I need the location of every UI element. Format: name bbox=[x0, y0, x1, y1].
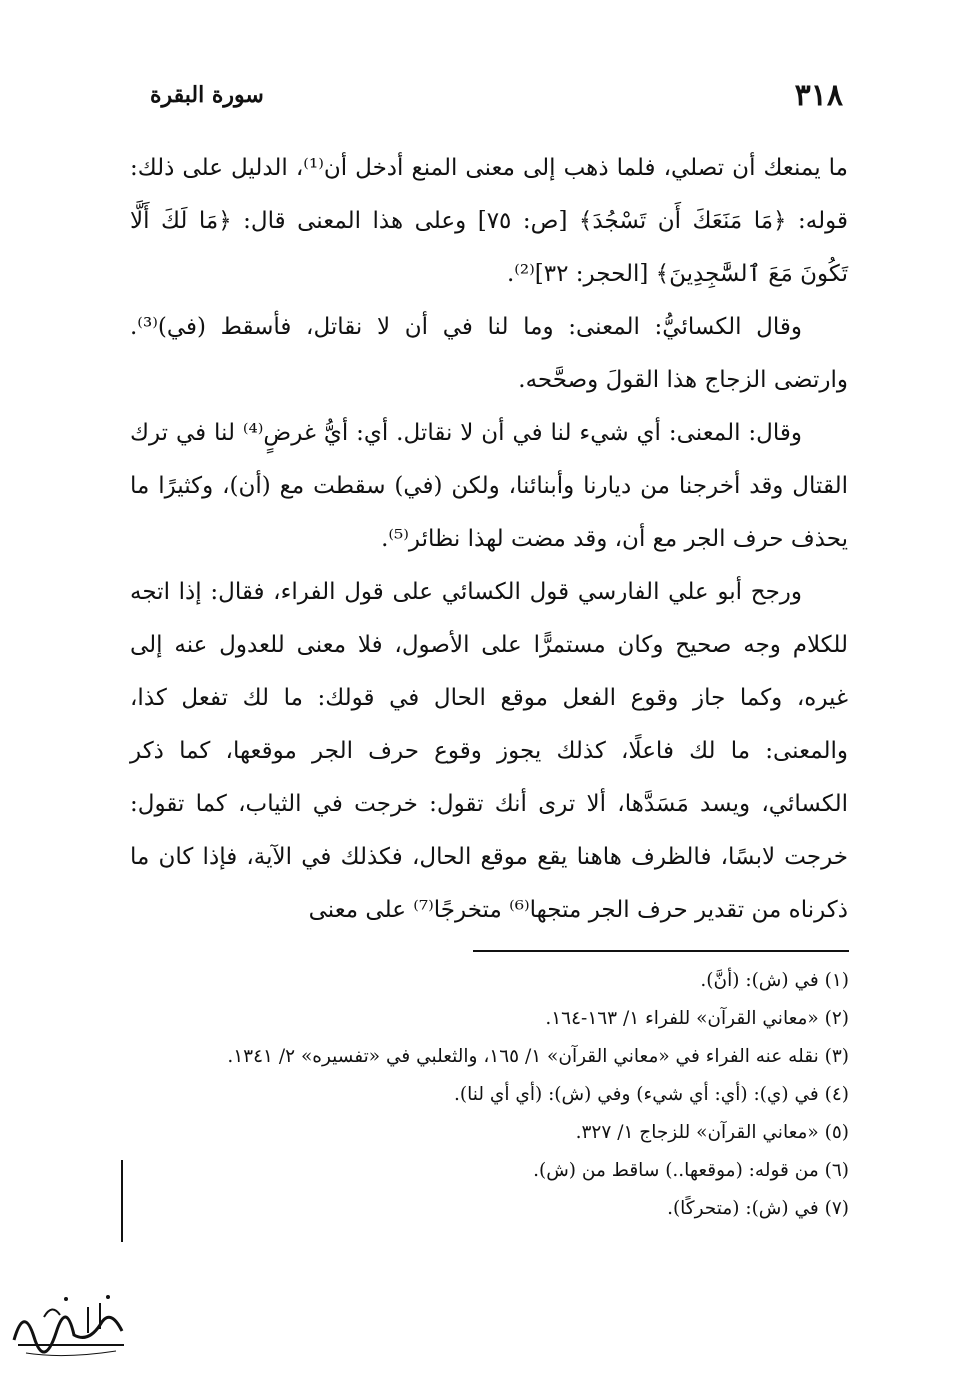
margin-line bbox=[121, 1160, 123, 1242]
footnote-separator bbox=[473, 950, 849, 952]
footnote: (٣) نقله عنه الفراء في «معاني القرآن» ١/ ١٦٥، والثعلبي في «تفسيره» ٢/ ١٣٤١. bbox=[227, 1046, 849, 1067]
paragraph: ورجح أبو علي الفارسي قول الكسائي على قول الفراء، فقال: إذا اتجه للكلام وجه صحيح وكان مستمرًّا على الأصول، فلا معنى للعدول عنه إلى غيره، وكما جاز وقوع الفعل موقع الحال في قولك: ما لك تفعل كذا، والمعنى: ما لك فاعلًا، كذلك يجوز وقوع حرف الجر موقعها، كما ذكر الكسائي، ويسد مَسَدَّها، ألا ترى أنك تقول: خرجت في الثياب، كما تقول: خرجت لابسًا، فالظرف هاهنا يقع موقع الحال، فكذلك في الآية، فإذا كان ما ذكرناه من تقدير حرف الجر متجها⁽⁶⁾ متخرجًا⁽⁷⁾ على معنى bbox=[130, 579, 848, 923]
footnote: (٧) في (ش): (متحركًا). bbox=[667, 1198, 849, 1219]
footnote: (١) في (ش): (أنَّ). bbox=[700, 970, 849, 991]
main-text bbox=[130, 142, 848, 937]
footnote: (٦) من قوله: (موقعها..) ساقط من (ش). bbox=[533, 1160, 849, 1181]
paragraph: وقال الكسائيُّ: المعنى: وما لنا في أن لا نقاتل، فأسقط (في)⁽³⁾. وارتضى الزجاج هذا القولَ وصحَّحه. bbox=[130, 314, 848, 393]
footnote: (٥) «معاني القرآن» للزجاج ١/ ٣٢٧. bbox=[575, 1122, 849, 1143]
footnote: (٢) «معاني القرآن» للفراء ١/ ١٦٣-١٦٤. bbox=[545, 1008, 849, 1029]
paragraph: ما يمنعك أن تصلي، فلما ذهب إلى معنى المنع أدخل أن⁽¹⁾، الدليل على ذلك: قوله: ﴿مَا مَنَعَكَ أَن تَسْجُدَ﴾ [ص: ٧٥] وعلى هذا المعنى قال: ﴿مَا لَكَ أَلَّا تَكُونَ مَعَ ٱلسَّٰجِدِينَ﴾ [الحجر: ٣٢]⁽²⁾. bbox=[130, 155, 848, 287]
footnotes bbox=[119, 962, 849, 1228]
paragraph: وقال: المعنى: أي شيء لنا في أن لا نقاتل. أي: أيُّ غرضٍ⁽⁴⁾ لنا في ترك القتال وقد أخرجنا من ديارنا وأبنائنا، ولكن (في) سقطت مع (أن)، وكثيرًا ما يحذف حرف الجر مع أن، وقد مضت لهذا نظائر⁽⁵⁾. bbox=[130, 420, 848, 552]
running-title: سورة البقرة bbox=[150, 82, 264, 108]
calligraphy-logo-icon bbox=[4, 1285, 136, 1360]
page-header bbox=[150, 78, 843, 118]
page-number: ٣١٨ bbox=[794, 78, 843, 113]
footnote: (٤) في (ي): (أي: أي شيء) وفي (ش): (أي أي لنا). bbox=[454, 1084, 849, 1105]
